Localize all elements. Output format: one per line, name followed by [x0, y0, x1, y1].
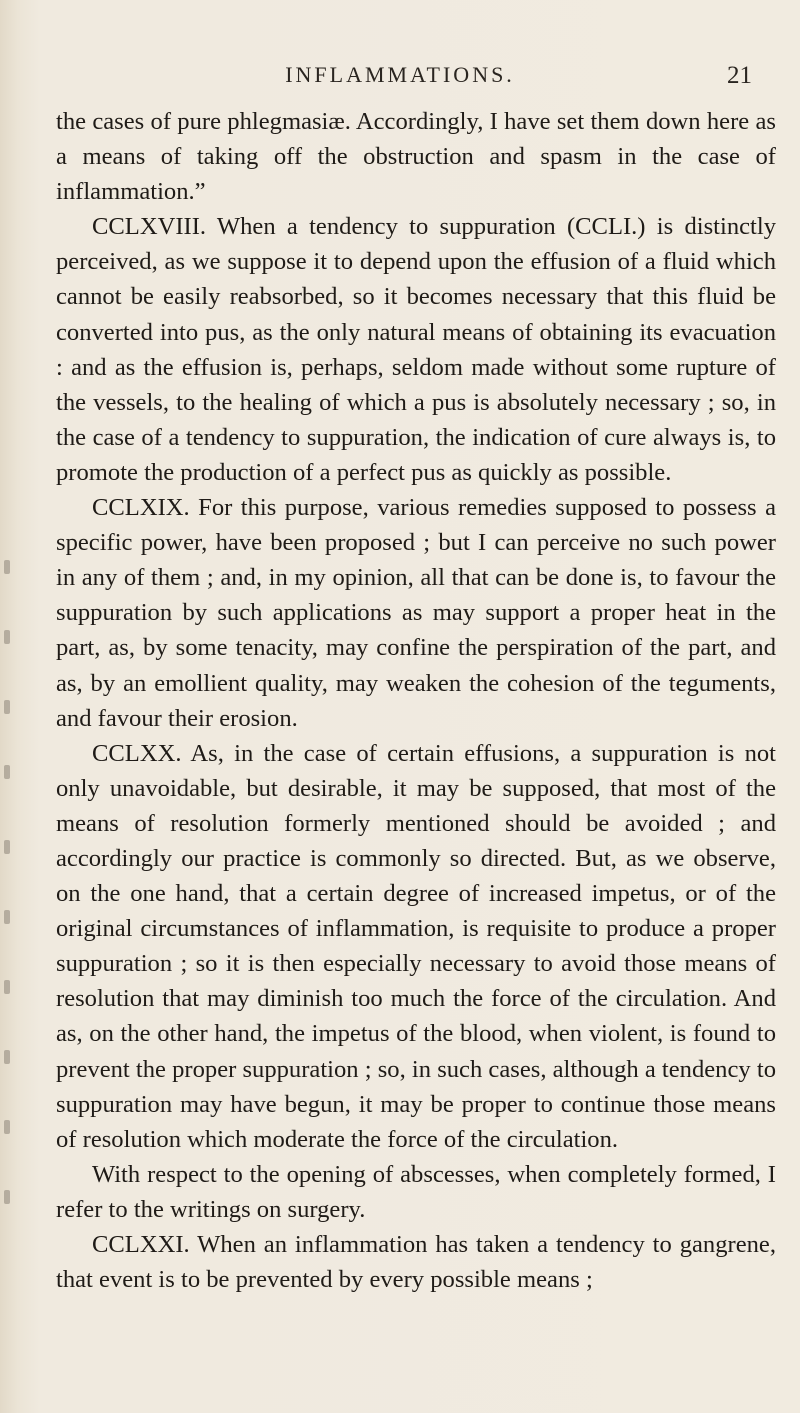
paragraph: CCLXIX. For this purpose, various remedies supposed to possess a specific power, have been proposed ; but I can perceive no such power in any of them ; and, in my opinion, all that can be done is, to favour the suppuration by such applications as may support a proper heat in the part, as, by some tenacity, may confine the perspiration of the part, and as, by an emollient quality, may weaken the cohesion of the teguments, and favour their erosion.	[56, 494, 776, 732]
paragraph: CCLXX. As, in the case of certain effusions, a suppuration is not only unavoidable, but desirable, it may be supposed, that most of the means of resolution formerly mentioned should be avoided ; and accordingly our practice is commonly so directed. But, as we observe, on the one hand, that a certain degree of increased impetus, or of the original circumstances of inflammation, is requisite to produce a proper suppuration ; so it is then especially necessary to avoid those means of resolution that may diminish too much the force of the circulation. And as, on the other hand, the impetus of the blood, when violent, is found to prevent the proper suppuration ; so, in such cases, although a tendency to suppuration may have begun, it may be proper to continue those means of resolution which moderate the force of the circulation.	[56, 739, 776, 1153]
gutter-shadow	[4, 560, 14, 1260]
paragraph: With respect to the opening of abscesses, when completely formed, I refer to the writings on surgery.	[56, 1160, 776, 1223]
body-text	[56, 104, 776, 1297]
paragraph: CCLXXI. When an inflammation has taken a tendency to gangrene, that event is to be prevented by every possible means ;	[56, 1231, 776, 1294]
paragraph: the cases of pure phlegmasiæ. Accordingly, I have set them down here as a means of taking off the obstruction and spasm in the case of inflammation.”	[56, 108, 776, 206]
paragraph: CCLXVIII. When a tendency to suppuration (CCLI.) is distinctly perceived, as we suppose it to depend upon the effusion of a fluid which cannot be easily reabsorbed, so it becomes necessary that this fluid be converted into pus, as the only natural means of obtaining its evacuation : and as the effusion is, perhaps, seldom made without some rupture of the vessels, to the healing of which a pus is absolutely necessary ; so, in the case of a tendency to suppuration, the indication of cure always is, to promote the production of a perfect pus as quickly as possible.	[56, 213, 776, 486]
running-title: INFLAMMATIONS.	[285, 62, 515, 87]
page-header	[0, 62, 800, 92]
page-number: 21	[727, 62, 752, 89]
